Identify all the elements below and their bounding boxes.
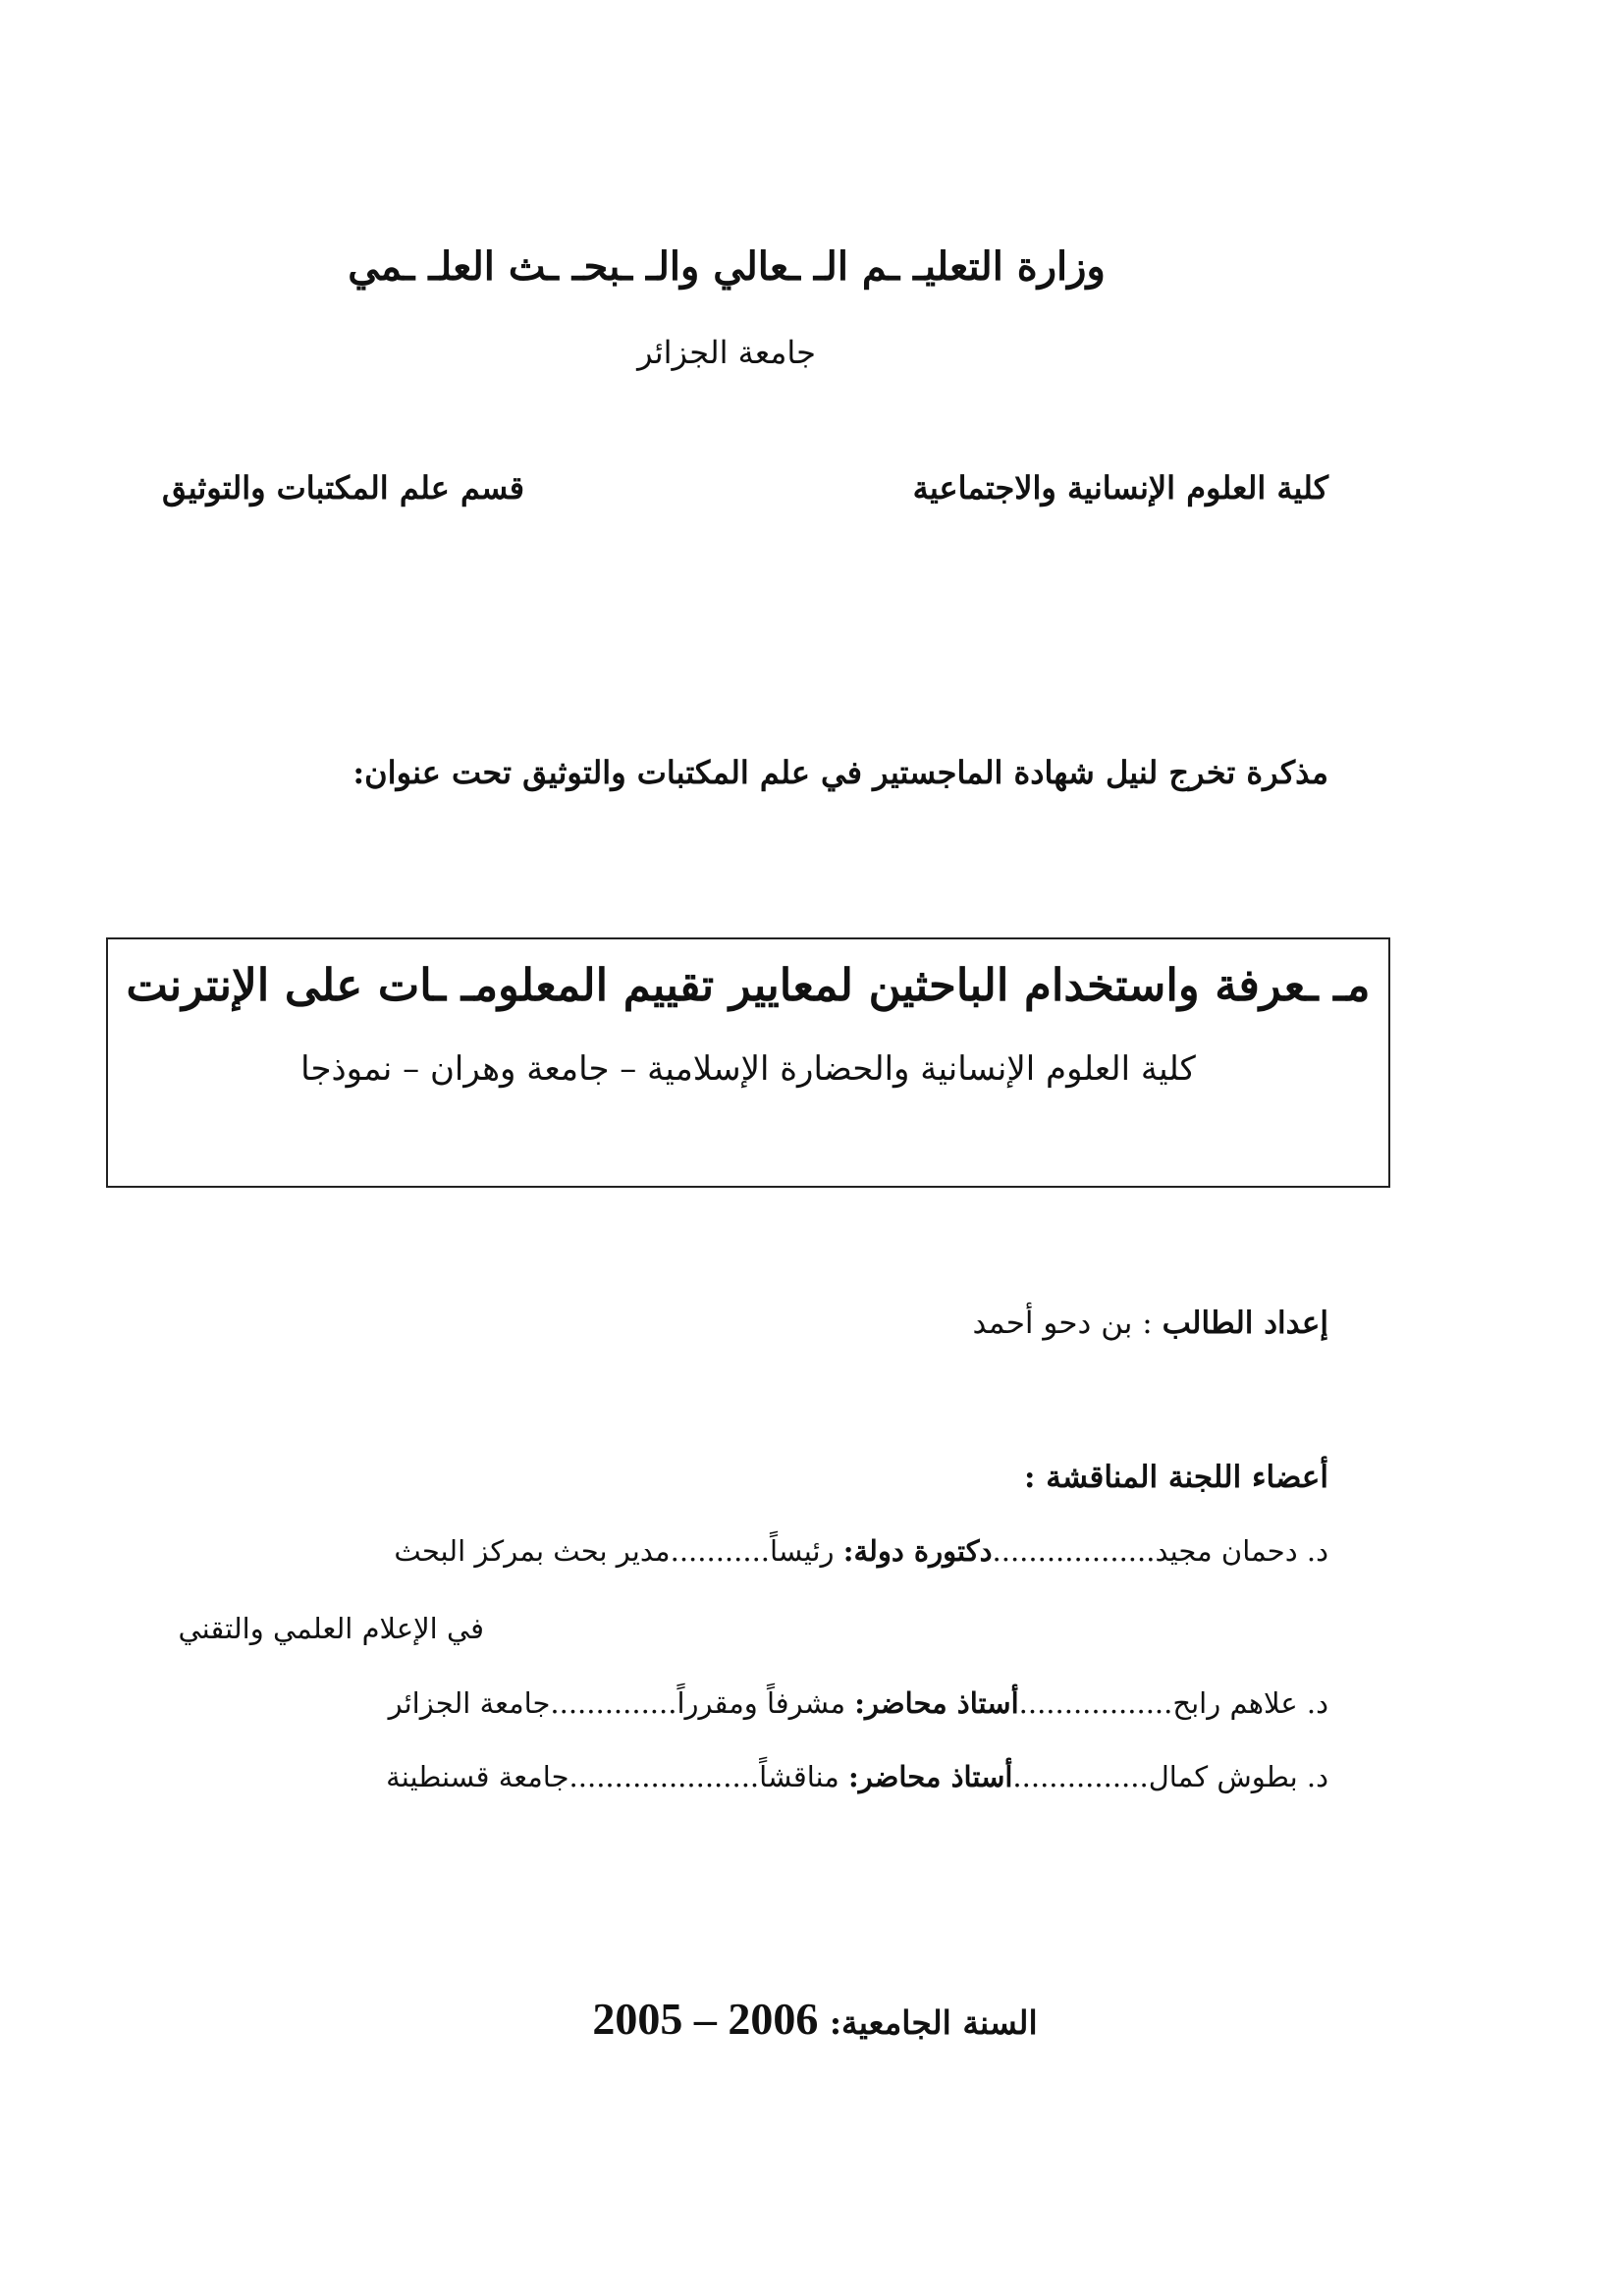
member-name: د. بطوش كمال............... [1012,1760,1328,1793]
ministry-name: وزارة التعليـ ـم الـ ـعالي والـ ـبحـ ـث العلـ ـمي [348,243,1106,290]
faculty-name: كلية العلوم الإنسانية والاجتماعية [912,469,1328,507]
academic-year-value: 2005 – 2006 [592,1994,819,2044]
thesis-title-box [106,937,1390,1188]
committee-heading: أعضاء اللجنة المناقشة : [1023,1460,1328,1495]
thesis-intro: مذكرة تخرج لنيل شهادة الماجستير في علم المكتبات والتوثيق تحت عنوان: [352,754,1328,791]
academic-year-label: السنة الجامعية: [818,2003,1038,2042]
member-affiliation: جامعة قسنطينة [386,1760,569,1793]
thesis-subtitle: كلية العلوم الإنسانية والحضارة الإسلامية – جامعة وهران – نموذجا [300,1049,1196,1089]
member-name: د. علاهم رابح................. [1018,1686,1328,1720]
member-affiliation: جامعة الجزائر [388,1686,551,1720]
committee-member-chair [394,1534,1328,1568]
member-role: مناقشاً..................... [568,1760,849,1793]
member-rank: أستاذ محاضر: [854,1686,1019,1720]
member-affiliation: مدير بحث بمركز البحث [394,1534,671,1568]
thesis-title: مـ ـعرفة واستخدام الباحثين لمعايير تقييم المعلومـ ـات على الإنترنت [126,959,1371,1011]
committee-member-examiner [386,1760,1328,1793]
member-name: د. دحمان مجيد.................. [992,1534,1328,1568]
university-name: جامعة الجزائر [637,334,816,371]
member-role: مشرفاً ومقرراً.............. [550,1686,855,1720]
member-rank: أستاذ محاضر: [848,1760,1013,1793]
member-affiliation-continued: في الإعلام العلمي والتقني [178,1612,484,1645]
student-label: إعداد الطالب [1162,1306,1328,1341]
student-line [973,1306,1328,1341]
member-rank: دكتورة دولة: [842,1534,993,1568]
committee-member-supervisor [389,1686,1328,1720]
student-name: بن دحو أحمد [972,1306,1133,1341]
student-separator: : [1132,1306,1163,1341]
department-name: قسم علم المكتبات والتوثيق [162,469,525,507]
member-role: رئيساً........... [670,1534,843,1568]
academic-year [412,1993,1217,2045]
